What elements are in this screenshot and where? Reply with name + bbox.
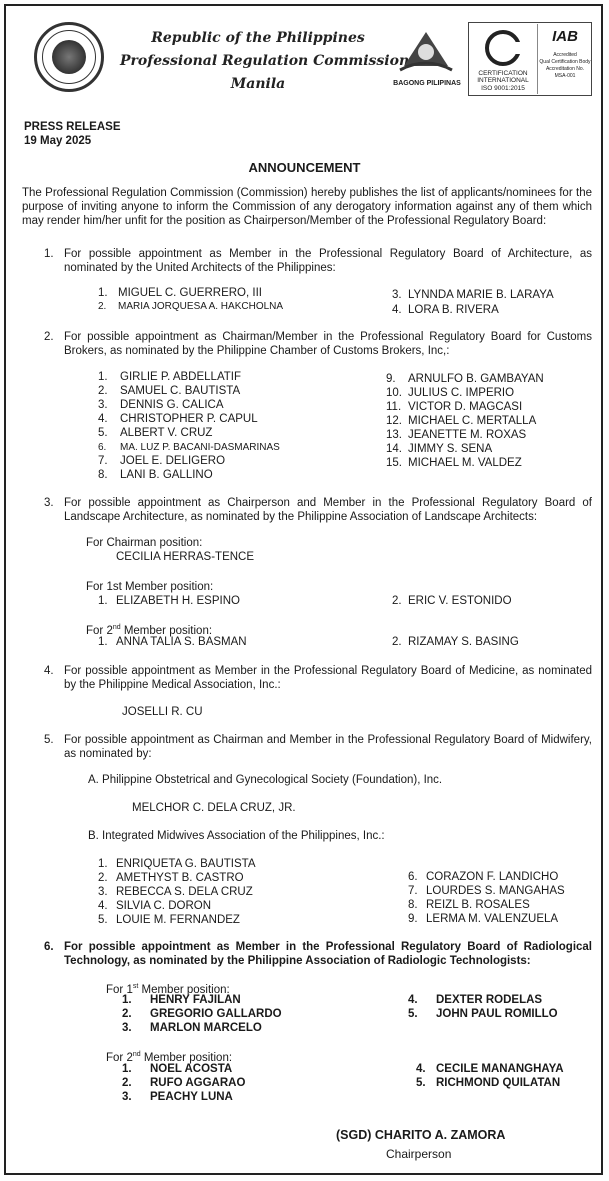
section-5-number: 5. <box>44 734 54 746</box>
press-release-label: PRESS RELEASE <box>24 121 121 133</box>
s5-name-4: SILVIA C. DORON <box>116 900 212 912</box>
section-4-number: 4. <box>44 665 54 677</box>
section-3-text: For possible appointment as Chairperson and Member in the Professional Regulatory Board of Landscape Architecture, as nominated by the Philippine Association of Landscape Architects: <box>64 497 592 523</box>
s2-name-5: ALBERT V. CRUZ <box>120 427 213 439</box>
s5-name-2: AMETHYST B. CASTRO <box>116 872 244 884</box>
s5-num-5: 5. <box>98 914 108 926</box>
intro-paragraph: The Professional Regulation Commission (Commission) hereby publishes the list of applicants/nominees for the purpose of inviting anyone to inform the Commission of any derogatory information against any of them which may render him/her unfit for the position as Chairperson/Member of the Professional Regulatory Board: <box>22 187 592 227</box>
s6-name-5: JOHN PAUL ROMILLO <box>436 1008 558 1020</box>
s6-num-4: 4. <box>408 994 418 1006</box>
section-6-number: 6. <box>44 941 54 953</box>
press-release-date: 19 May 2025 <box>24 135 92 147</box>
s2-num-10: 10. <box>386 387 402 399</box>
signatory-title: Chairperson <box>386 1147 452 1161</box>
s3-m2-num-2: 2. <box>392 636 402 648</box>
s1-name-3: LYNNDA MARIE B. LARAYA <box>408 289 554 301</box>
s2-num-15: 15. <box>386 457 402 469</box>
signatory-name: (SGD) CHARITO A. ZAMORA <box>336 1128 506 1142</box>
s5-name-9: LERMA M. VALENZUELA <box>426 913 559 925</box>
s6-name-4: DEXTER RODELAS <box>436 994 543 1006</box>
s1-name-2: MARIA JORQUESA A. HAKCHOLNA <box>118 301 284 312</box>
s2-num-5: 5. <box>98 427 108 439</box>
s5-num-3: 3. <box>98 886 108 898</box>
s5-num-8: 8. <box>408 899 418 911</box>
s6-m2-name-4: CECILE MANANGHAYA <box>436 1063 564 1075</box>
s6-m2-name-2: RUFO AGGARAO <box>150 1077 246 1089</box>
s2-name-3: DENNIS G. CALICA <box>120 399 224 411</box>
s2-name-10: JULIUS C. IMPERIO <box>408 387 515 399</box>
iab-text-3: Accreditation No. <box>545 66 585 72</box>
iab-text-1: Accredited <box>553 52 577 58</box>
s2-num-13: 13. <box>386 429 402 441</box>
page-title: ANNOUNCEMENT <box>248 160 361 175</box>
s5-name-3: REBECCA S. DELA CRUZ <box>116 886 253 898</box>
header-republic: Republic of the Philippines <box>151 30 365 46</box>
section-1-text: For possible appointment as Member in the Professional Regulatory Board of Architecture, as nominated by the United Architects of the Philippines: <box>64 248 592 274</box>
s2-num-2: 2. <box>98 385 108 397</box>
prc-seal-emblem <box>52 40 86 74</box>
s6-member2-label-pre: For 2 <box>106 1051 133 1064</box>
s2-name-6: MA. LUZ P. BACANI-DASMARINAS <box>120 442 280 453</box>
cert-label-1: CERTIFICATION <box>478 70 528 77</box>
s6-member1-label-sup: st <box>132 983 139 990</box>
section-2-number: 2. <box>44 331 54 343</box>
s6-m2-num-4: 4. <box>416 1063 426 1075</box>
s5-a-label: A. Philippine Obstetrical and Gynecological Society (Foundation), Inc. <box>88 774 443 786</box>
s1-num-1: 1. <box>98 287 108 299</box>
bagong-pilipinas-logo <box>396 26 456 78</box>
s6-member2-label-sup: nd <box>132 1051 141 1058</box>
s3-member2-label-pre: For 2 <box>86 624 113 637</box>
s5-num-4: 4. <box>98 900 108 912</box>
s1-num-3: 3. <box>392 289 402 301</box>
s2-name-15: MICHAEL M. VALDEZ <box>408 457 522 469</box>
s5-num-1: 1. <box>98 858 108 870</box>
s6-num-1: 1. <box>122 994 132 1006</box>
s3-chairman-label: For Chairman position: <box>86 537 203 549</box>
s6-m2-num-5: 5. <box>416 1077 426 1089</box>
s5-name-8: REIZL B. ROSALES <box>426 899 530 911</box>
s3-m2-name-1: ANNA TALIA S. BASMAN <box>116 636 247 648</box>
s2-name-4: CHRISTOPHER P. CAPUL <box>120 413 258 425</box>
s6-m2-num-2: 2. <box>122 1077 132 1089</box>
s2-num-7: 7. <box>98 455 108 467</box>
certification-divider <box>537 24 538 94</box>
iab-text-4: MSA-001 <box>554 73 576 79</box>
s5-a-name: MELCHOR C. DELA CRUZ, JR. <box>132 802 296 814</box>
s2-num-14: 14. <box>386 443 402 455</box>
s2-name-2: SAMUEL C. BAUTISTA <box>120 385 241 397</box>
s3-member2-label-sup: nd <box>112 624 121 631</box>
s2-num-8: 8. <box>98 469 108 481</box>
header-commission: Professional Regulation Commission <box>120 53 410 69</box>
s2-name-13: JEANETTE M. ROXAS <box>408 429 527 441</box>
iab-text-2: Qual Certification Body <box>539 59 591 65</box>
s5-name-5: LOUIE M. FERNANDEZ <box>116 914 240 926</box>
s5-num-2: 2. <box>98 872 108 884</box>
section-3-number: 3. <box>44 497 54 509</box>
s6-m2-num-3: 3. <box>122 1091 132 1103</box>
iab-logo: IAB <box>552 28 578 45</box>
s3-member1-label: For 1st Member position: <box>86 581 214 593</box>
s2-num-9: 9. <box>386 373 396 385</box>
s1-num-4: 4. <box>392 304 402 316</box>
cert-iso: ISO 9001:2015 <box>481 85 525 92</box>
s2-name-9: ARNULFO B. GAMBAYAN <box>408 373 544 385</box>
s2-num-6: 6. <box>98 442 107 453</box>
s6-member1-label-pre: For 1 <box>106 983 133 996</box>
s6-name-2: GREGORIO GALLARDO <box>150 1008 282 1020</box>
s3-m2-name-2: RIZAMAY S. BASING <box>408 636 519 648</box>
s1-name-4: LORA B. RIVERA <box>408 304 499 316</box>
s6-m2-num-1: 1. <box>122 1063 132 1075</box>
s5-b-label: B. Integrated Midwives Association of the Philippines, Inc.: <box>88 830 385 842</box>
s6-name-3: MARLON MARCELO <box>150 1022 262 1034</box>
s3-m1-name-1: ELIZABETH H. ESPINO <box>116 595 240 607</box>
cert-label-2: INTERNATIONAL <box>477 77 529 84</box>
section-2-text: For possible appointment as Chairman/Member in the Professional Regulatory Board for Customs Brokers, as nominated by the Philippine Chamber of Customs Brokers, Inc,: <box>64 331 592 357</box>
s2-num-3: 3. <box>98 399 108 411</box>
s5-num-9: 9. <box>408 913 418 925</box>
s5-name-1: ENRIQUETA G. BAUTISTA <box>116 858 256 870</box>
s2-name-11: VICTOR D. MAGCASI <box>408 401 523 413</box>
s3-m1-num-1: 1. <box>98 595 108 607</box>
s1-name-1: MIGUEL C. GUERRERO, III <box>118 287 262 299</box>
s5-name-6: CORAZON F. LANDICHO <box>426 871 559 883</box>
s5-name-7: LOURDES S. MANGAHAS <box>426 885 565 897</box>
s2-num-11: 11. <box>386 401 402 413</box>
s6-m2-name-1: NOEL ACOSTA <box>150 1063 233 1075</box>
s3-chairman-name: CECILIA HERRAS-TENCE <box>116 551 255 563</box>
s6-member2-label-post: Member position: <box>140 1051 233 1064</box>
s2-num-1: 1. <box>98 371 108 383</box>
section-6-text: For possible appointment as Member in the Professional Regulatory Board of Radiological Technology, as nominated by the Philippine Association of Radiologic Technologists: <box>64 941 592 967</box>
s6-m2-name-3: PEACHY LUNA <box>150 1091 233 1103</box>
s2-name-7: JOEL E. DELIGERO <box>120 455 226 467</box>
section-5-text: For possible appointment as Chairman and Member in the Professional Regulatory Board of Midwifery, as nominated by: <box>64 734 592 760</box>
s3-m2-num-1: 1. <box>98 636 108 648</box>
s6-num-2: 2. <box>122 1008 132 1020</box>
s1-num-2: 2. <box>98 301 107 312</box>
s2-name-1: GIRLIE P. ABDELLATIF <box>120 371 242 383</box>
s6-member1-label-post: Member position: <box>138 983 230 996</box>
s6-name-1: HENRY FAJILAN <box>150 994 241 1006</box>
certification-ring-icon <box>481 28 525 68</box>
bagong-pilipinas-label: BAGONG PILIPINAS <box>393 80 461 87</box>
s2-name-8: LANI B. GALLINO <box>120 469 213 481</box>
s6-m2-name-5: RICHMOND QUILATAN <box>436 1077 561 1089</box>
s4-name: JOSELLI R. CU <box>122 706 203 718</box>
s5-num-6: 6. <box>408 871 418 883</box>
s6-num-3: 3. <box>122 1022 132 1034</box>
s2-num-4: 4. <box>98 413 108 425</box>
s3-m1-name-2: ERIC V. ESTONIDO <box>408 595 512 607</box>
s2-num-12: 12. <box>386 415 402 427</box>
section-4-text: For possible appointment as Member in the Professional Regulatory Board of Medicine, as nominated by the Philippine Medical Association, Inc.: <box>64 665 592 691</box>
s3-m1-num-2: 2. <box>392 595 402 607</box>
s3-member2-label-post: Member position: <box>120 624 213 637</box>
s5-num-7: 7. <box>408 885 418 897</box>
s2-name-12: MICHAEL C. MERTALLA <box>408 415 537 427</box>
s6-num-5: 5. <box>408 1008 418 1020</box>
section-1-number: 1. <box>44 248 54 260</box>
s2-name-14: JIMMY S. SENA <box>408 443 493 455</box>
header-manila: Manila <box>230 76 286 92</box>
